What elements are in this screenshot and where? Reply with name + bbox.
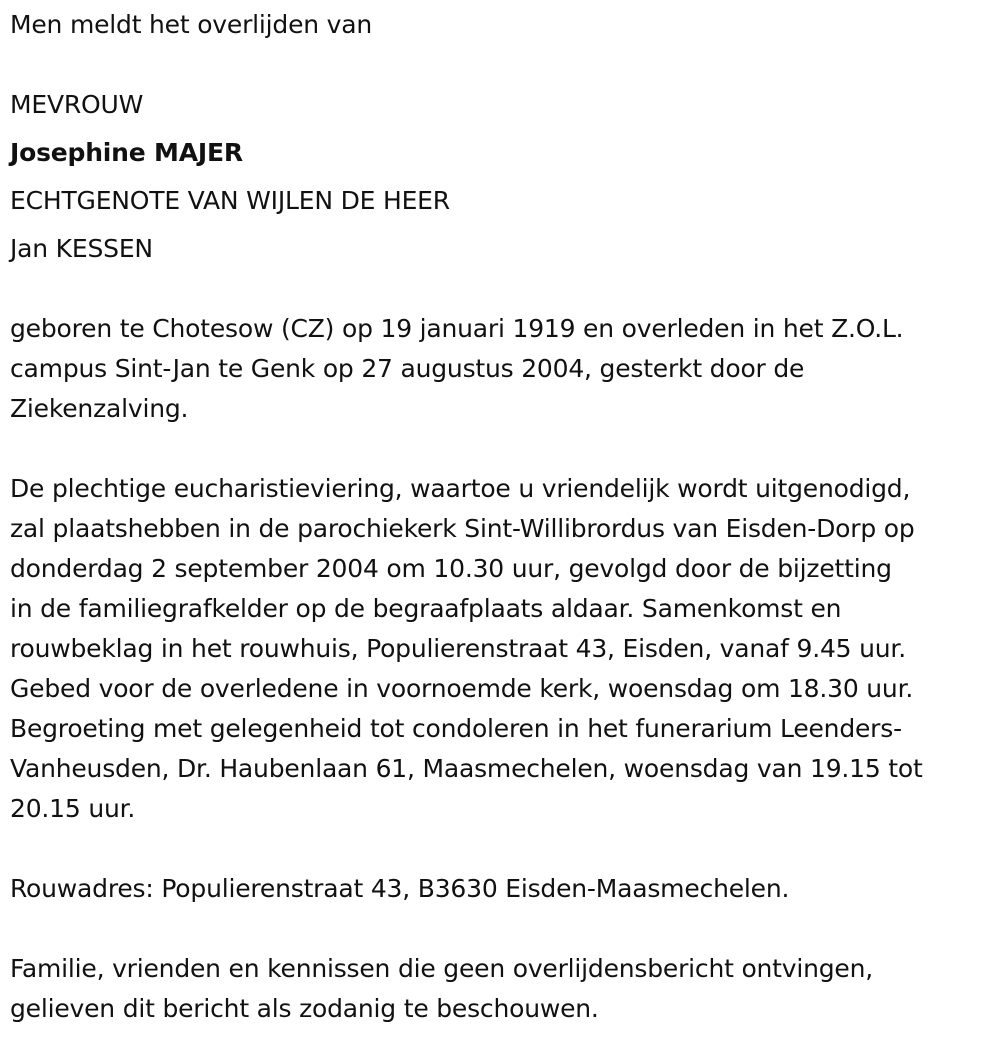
paragraph-line: geboren te Chotesow (CZ) op 19 januari 1919 en overleden in het Z.O.L. [10, 314, 904, 343]
deceased-name: Josephine MAJER [10, 138, 243, 167]
intro-text: Men meldt het overlijden van [10, 10, 373, 39]
paragraph-line: rouwbeklag in het rouwhuis, Populierenstraat 43, Eisden, vanaf 9.45 uur. [10, 634, 906, 663]
paragraph-line: campus Sint-Jan te Genk op 27 augustus 2004, gesterkt door de [10, 354, 805, 383]
paragraph-line: Ziekenzalving. [10, 394, 189, 423]
address-text: Rouwadres: Populierenstraat 43, B3630 Eisden-Maasmechelen. [10, 874, 790, 903]
paragraph-line: donderdag 2 september 2004 om 10.30 uur, gevolgd door de bijzetting [10, 554, 892, 583]
relation-text: ECHTGENOTE VAN WIJLEN DE HEER [10, 186, 450, 215]
paragraph-line: Familie, vrienden en kennissen die geen overlijdensbericht ontvingen, [10, 954, 874, 983]
paragraph-line: Begroeting met gelegenheid tot condoleren in het funerarium Leenders- [10, 714, 902, 743]
paragraph-line: zal plaatshebben in de parochiekerk Sint-Willibrordus van Eisden-Dorp op [10, 514, 915, 543]
paragraph-line: gelieven dit bericht als zodanig te beschouwen. [10, 994, 599, 1023]
paragraph-line: in de familiegrafkelder op de begraafplaats aldaar. Samenkomst en [10, 594, 842, 623]
paragraph-line: Gebed voor de overledene in voornoemde kerk, woensdag om 18.30 uur. [10, 674, 914, 703]
spouse-name: Jan KESSEN [10, 234, 153, 263]
paragraph-line: De plechtige eucharistieviering, waartoe u vriendelijk wordt uitgenodigd, [10, 474, 911, 503]
paragraph-line: 20.15 uur. [10, 794, 136, 823]
paragraph-line: Vanheusden, Dr. Haubenlaan 61, Maasmechelen, woensdag van 19.15 tot [10, 754, 923, 783]
honorific: MEVROUW [10, 90, 144, 119]
